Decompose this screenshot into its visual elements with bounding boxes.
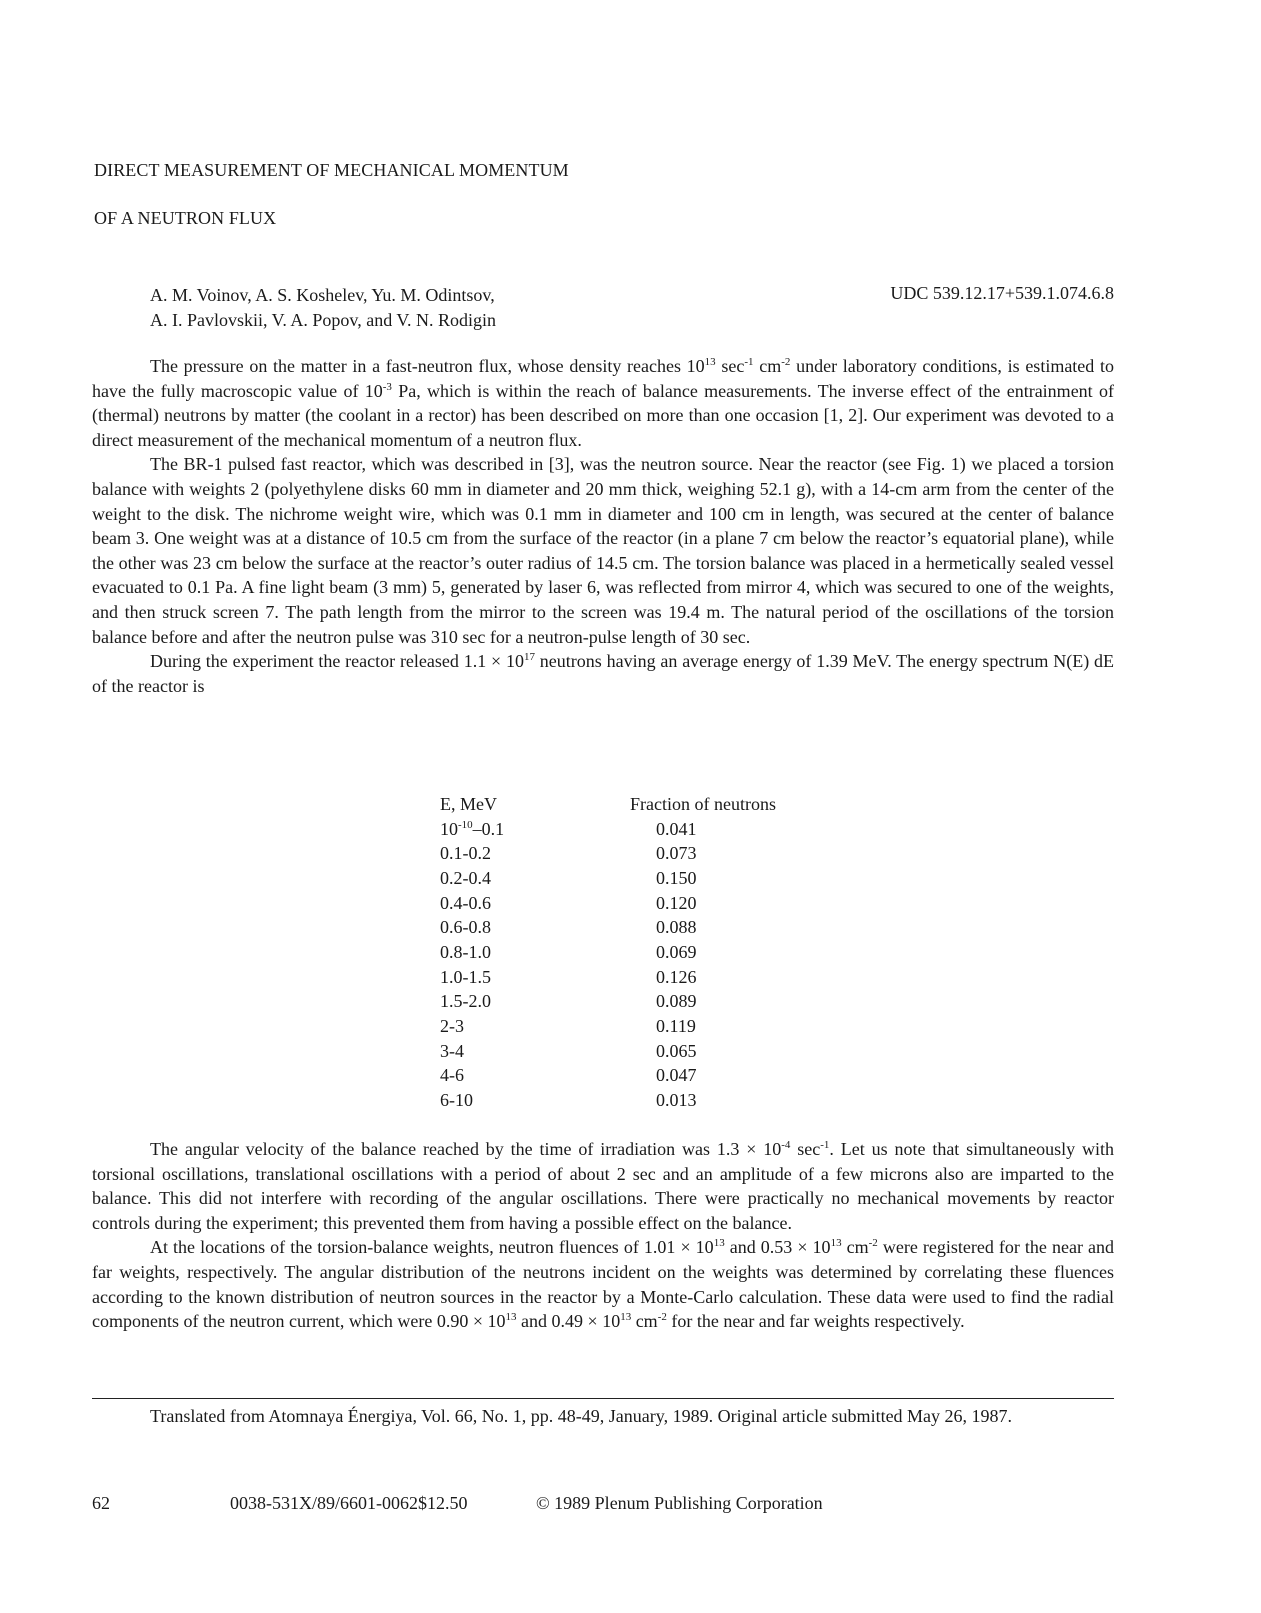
article-code: 0038-531X/89/6601-0062$12.50 [230,1493,468,1513]
fraction-cell: 0.073 [656,843,697,864]
p5-sup-6: -2 [657,1311,667,1324]
p5-text-g: for the near and far weights respectively. [666,1311,965,1332]
energy-cell: 0.8-1.0 [440,941,491,962]
energy-cell: 2-3 [440,1016,464,1037]
p3-text-b: neutrons having an average energy of 1.39 MeV. The energy spectrum N(E) dE of the reactor is [92,651,1114,696]
p4-text-b: sec [790,1139,821,1159]
p5-text-e: and 0.49 × 10 [516,1311,621,1332]
table-row [430,1088,856,1113]
energy-cell: 3-4 [440,1040,464,1061]
copyright-line: © 1989 Plenum Publishing Corporation [536,1493,823,1513]
p5-sup-2: 13 [830,1237,842,1250]
header-fraction: Fraction of neutrons [630,793,776,814]
p1-text-a: The pressure on the matter in a fast-neutron flux, whose density reaches 10 [150,356,705,376]
table-row [430,841,856,866]
body-text-bottom [92,1137,1114,1334]
p1-sup-1: 13 [704,356,716,368]
header-energy: E, MeV [440,793,497,814]
page-number: 62 [92,1493,110,1513]
table-row [430,1039,856,1064]
energy-cell: 6-10 [440,1090,473,1111]
energy-cell: 1.0-1.5 [440,966,491,987]
table-row [430,1064,856,1089]
energy-cell: 0.4-0.6 [440,892,491,913]
table-row [430,817,856,842]
fraction-cell: 0.089 [656,991,697,1012]
table-row [430,915,856,940]
energy-cell: 0.6-0.8 [440,917,491,938]
fraction-cell: 0.069 [656,941,697,962]
p5-text-f: cm [631,1311,658,1332]
p3-text-a: During the experiment the reactor released 1.1 × 10 [150,651,524,672]
p4-sup-1: -4 [781,1139,791,1151]
p1-text-c: cm [753,356,782,376]
p3-sup-1: 17 [523,651,535,664]
fraction-cell: 0.065 [656,1040,697,1061]
energy-cell: 4-6 [440,1065,464,1086]
table-header-row [430,792,856,817]
fraction-cell: 0.119 [656,1016,696,1037]
table-row [430,965,856,990]
body-text-top [92,354,1114,698]
energy-cell: 0.2-0.4 [440,867,491,888]
p5-sup-1: 13 [713,1237,725,1250]
p1-sup-4: -3 [382,380,392,393]
paragraph-5 [92,1235,1114,1333]
table-row [430,1014,856,1039]
fraction-cell: 0.041 [656,818,697,839]
energy-cell [430,817,630,842]
energy-exponent: -10 [458,818,473,831]
footnote-text: Translated from Atomnaya Énergiya, Vol. 66, No. 1, pp. 48-49, January, 1989. Original article submitted May 26, 1987. [150,1406,1013,1426]
paragraph-4 [92,1137,1114,1235]
udc-code: UDC 539.12.17+539.1.074.6.8 [890,283,1114,303]
authors-line-1: A. M. Voinov, A. S. Koshelev, Yu. M. Odintsov, [150,285,495,305]
table-row [430,990,856,1015]
p4-text-c: . Let us note that simultaneously with torsional oscillations, translational oscillations with a period of about 2 sec and an amplitude of a few microns also are imparted to the balance. This did not interfere with recording of the angular oscillations. There were practically no mechanical movements by reactor controls during the experiment; this prevented them from having a possible effect on the balance. [92,1139,1115,1233]
fraction-cell: 0.013 [656,1090,697,1111]
article-title-line-2: OF A NEUTRON FLUX [94,208,277,228]
p5-text-d: were registered for the near and far weights, respectively. The angular distribution of the neutrons incident on the weights was determined by correlating these fluences according to the known distribution of neutron sources in the reactor by a Monte-Carlo calculation. These data were used to find the radial components of the neutron current, which were 0.90 × 10 [92,1237,1114,1332]
p1-text-b: sec [715,356,745,376]
p4-text-a: The angular velocity of the balance reached by the time of irradiation was 1.3 × 10 [150,1139,782,1159]
paragraph-3 [92,649,1114,698]
p5-text-a: At the locations of the torsion-balance weights, neutron fluences of 1.01 × 10 [150,1237,714,1258]
p1-sup-3: -2 [781,356,791,368]
p5-sup-5: 13 [620,1311,632,1324]
fraction-cell: 0.088 [656,917,697,938]
p1-sup-2: -1 [744,356,754,368]
table-row [430,891,856,916]
energy-base: 10 [440,818,458,839]
table-row [430,940,856,965]
paragraph-2: The BR-1 pulsed fast reactor, which was described in [3], was the neutron source. Near the reactor (see Fig. 1) we placed a torsion balance with weights 2 (polyethylene disks 60 mm in diameter and 20 mm thick, weighing 52.1 g), with a 14-cm arm from the center of the weight to the disk. The nichrome weight wire, which was 0.1 mm in diameter and 100 cm in length, was secured at the center of balance beam 3. One weight was at a distance of 10.5 cm from the surface of the reactor (in a plane 7 cm below the reactor’s equatorial plane), while the other was 23 cm below the surface at the reactor’s outer radius of 14.5 cm. The torsion balance was placed in a hermetically sealed vessel evacuated to 0.1 Pa. A fine light beam (3 mm) 5, generated by laser 6, was reflected from mirror 4, which was secured to one of the weights, and then struck screen 7. The path length from the mirror to the screen was 19.4 m. The natural period of the oscillations of the torsion balance before and after the neutron pulse was 310 sec for a neutron-pulse length of 30 sec. [92,454,1114,647]
p1-text-d: under laboratory conditions, is estimated to have the fully macroscopic value of 10 [92,356,1114,401]
translation-footnote [92,1404,1114,1429]
fraction-cell: 0.150 [656,867,697,888]
author-list [150,283,496,333]
energy-cell: 1.5-2.0 [440,991,491,1012]
energy-rest: –0.1 [472,818,505,839]
authors-line-2: A. I. Pavlovskii, V. A. Popov, and V. N. Rodigin [150,310,497,330]
p5-text-c: cm [841,1237,869,1258]
fraction-cell: 0.126 [656,966,697,987]
energy-cell: 0.1-0.2 [440,843,491,864]
p5-sup-3: -2 [868,1237,878,1250]
article-title-line-1: DIRECT MEASUREMENT OF MECHANICAL MOMENTUM [94,160,569,180]
energy-spectrum-table [430,792,856,1113]
p4-sup-2: -1 [820,1139,830,1151]
footnote-divider [92,1398,1114,1399]
paragraph-1 [92,354,1114,452]
p5-text-b: and 0.53 × 10 [724,1237,831,1258]
table-row [430,866,856,891]
p1-text-e: Pa, which is within the reach of balance measurements. The inverse effect of the entrainment of (thermal) neutrons by matter (the coolant in a rector) has been described on more than one occasion [1, 2]. Our experiment was devoted to a direct measurement of the mechanical momentum of a neutron flux. [92,380,1114,450]
fraction-cell: 0.120 [656,892,697,913]
p5-sup-4: 13 [505,1311,517,1324]
fraction-cell: 0.047 [656,1065,697,1086]
